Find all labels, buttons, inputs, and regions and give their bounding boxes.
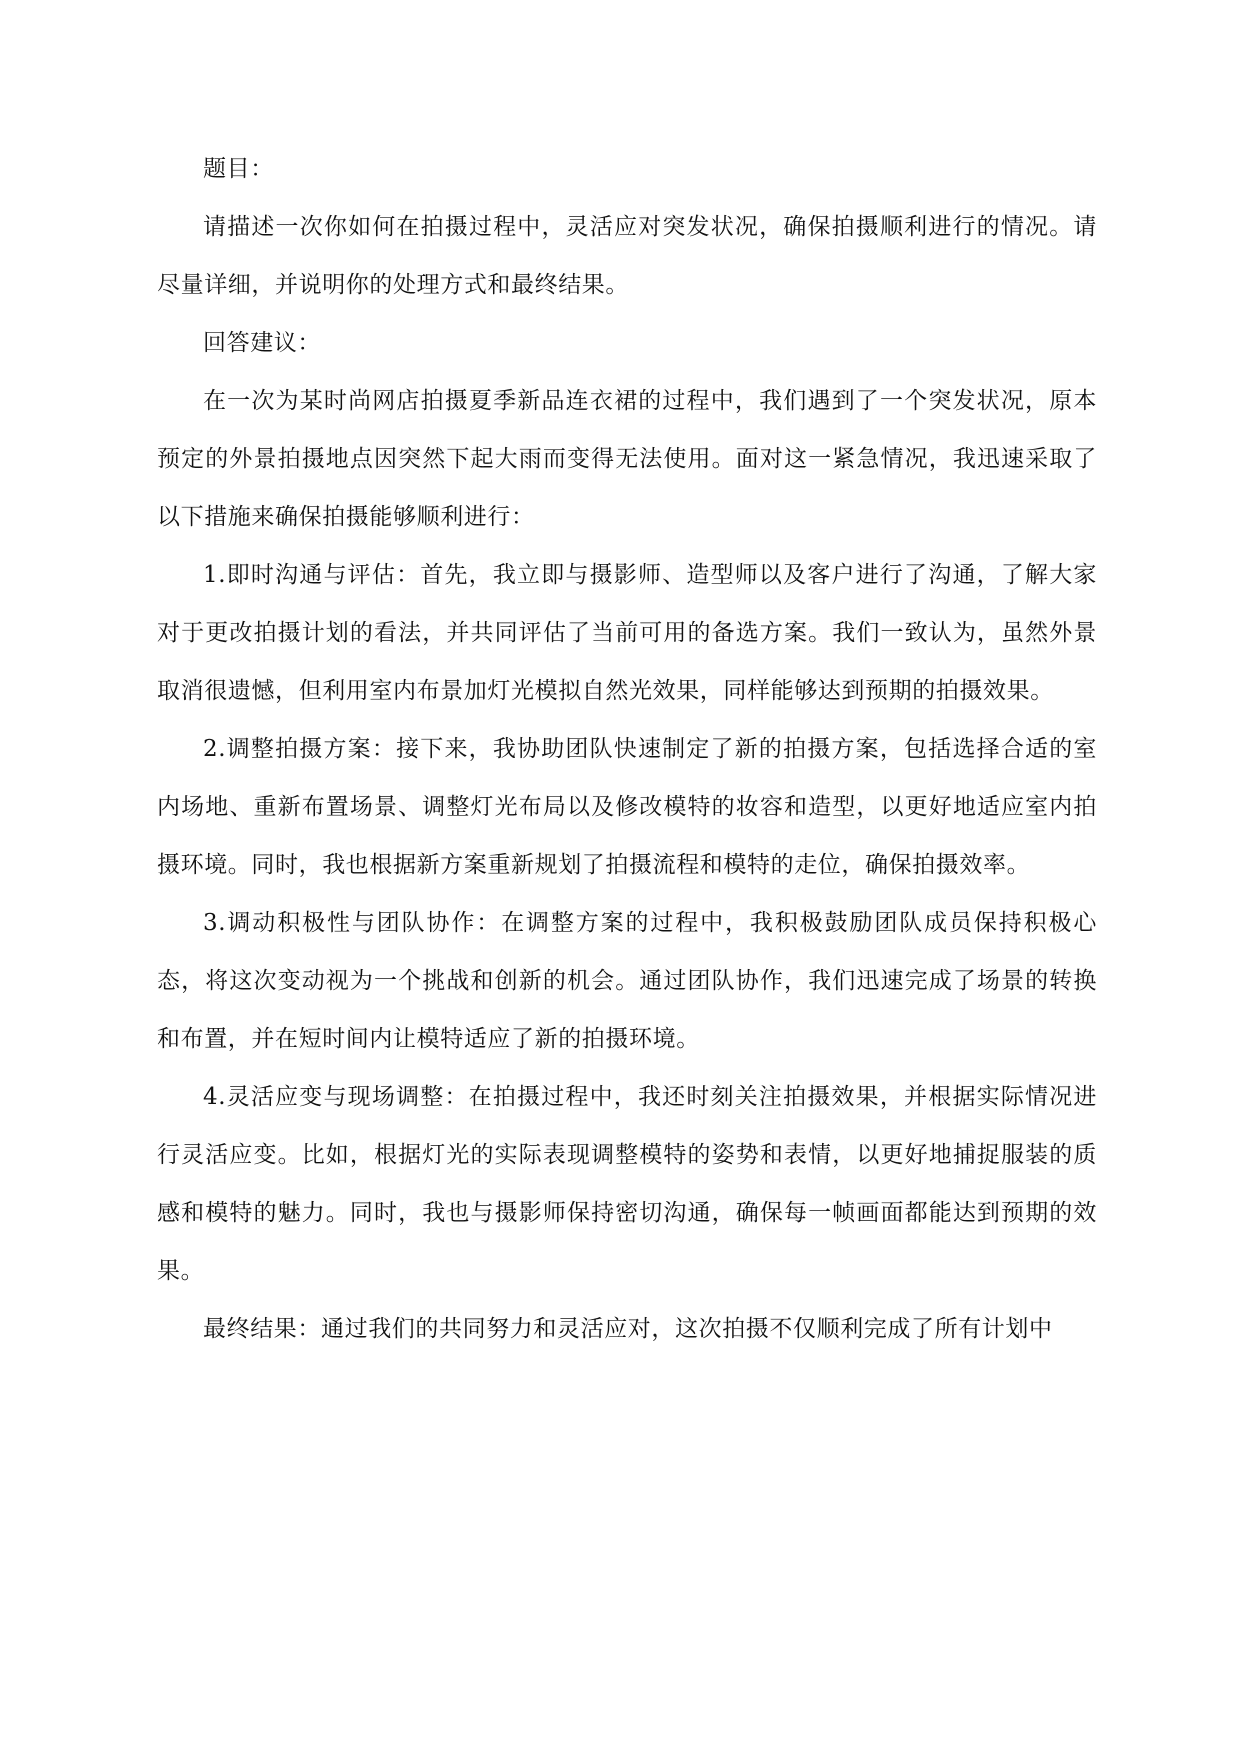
answer-intro: 在一次为某时尚网店拍摄夏季新品连衣裙的过程中，我们遇到了一个突发状况，原本预定的外景拍摄地点因突然下起大雨而变得无法使用。面对这一紧急情况，我迅速采取了以下措施来确保拍摄能够顺利进行： — [157, 388, 1097, 530]
answer-step-4: 4.灵活应变与现场调整：在拍摄过程中，我还时刻关注拍摄效果，并根据实际情况进行灵活应变。比如，根据灯光的实际表现调整模特的姿势和表情，以更好地捕捉服装的质感和模特的魅力。同时，我也与摄影师保持密切沟通，确保每一帧画面都能达到预期的效果。 — [157, 1084, 1097, 1284]
answer-step-2: 2.调整拍摄方案：接下来，我协助团队快速制定了新的拍摄方案，包括选择合适的室内场地、重新布置场景、调整灯光布局以及修改模特的妆容和造型，以更好地适应室内拍摄环境。同时，我也根据新方案重新规划了拍摄流程和模特的走位，确保拍摄效率。 — [157, 736, 1097, 878]
question-text: 请描述一次你如何在拍摄过程中，灵活应对突发状况，确保拍摄顺利进行的情况。请尽量详细，并说明你的处理方式和最终结果。 — [157, 214, 1097, 298]
answer-step-3: 3.调动积极性与团队协作：在调整方案的过程中，我积极鼓励团队成员保持积极心态，将这次变动视为一个挑战和创新的机会。通过团队协作，我们迅速完成了场景的转换和布置，并在短时间内让模特适应了新的拍摄环境。 — [157, 910, 1097, 1052]
question-label: 题目： — [203, 156, 274, 182]
answer-step-1: 1.即时沟通与评估：首先，我立即与摄影师、造型师以及客户进行了沟通，了解大家对于更改拍摄计划的看法，并共同评估了当前可用的备选方案。我们一致认为，虽然外景取消很遗憾，但利用室内布景加灯光模拟自然光效果，同样能够达到预期的拍摄效果。 — [157, 562, 1097, 704]
document-body — [157, 140, 1097, 1358]
answer-label: 回答建议： — [203, 330, 321, 356]
final-result: 最终结果：通过我们的共同努力和灵活应对，这次拍摄不仅顺利完成了所有计划中 — [203, 1316, 1053, 1342]
